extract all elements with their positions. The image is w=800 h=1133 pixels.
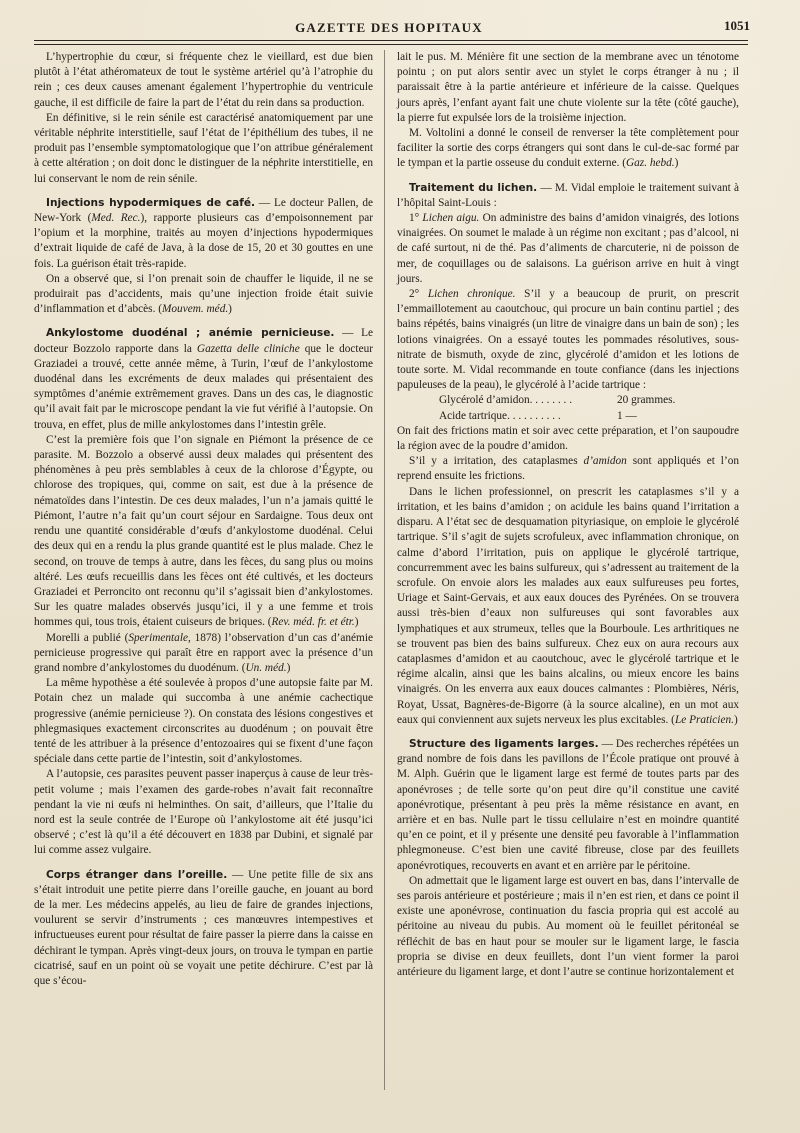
paragraph-text: sont appliqués et l’on reprend ensuite les frictions. [397, 455, 739, 483]
formula-row [439, 409, 739, 424]
paragraph-text: , 1878) l’observation d’un cas d’anémie pernicieuse progressive qui paraît être en rapport avec la présence d’un grand nombre d’ankylostomes du duodénum. ( [34, 631, 373, 674]
article-text: — M. Vidal emploie le traitement suivant à l’hôpital Saint-Louis : [397, 181, 739, 209]
left-column [34, 50, 373, 989]
emphasis: d’amidon [583, 455, 627, 468]
article-heading: Traitement du lichen. [409, 181, 538, 194]
source-citation: Rev. méd. fr. et étr. [271, 616, 355, 629]
article-text: ), rapporte plusieurs cas d’empoisonnement par l’opium et la morphine, traités au moyen d’injections hypodermiques d’extrait liquide de café de Java, à la dose de 15, 20 et 30 gouttes en une fois. La guérison était très-rapide. [34, 212, 374, 270]
paragraph-text: C’est la première fois que l’on signale en Piémont la présence de ce parasite. M. Bozzolo a observé aussi deux malades qui présentent des phénomènes à peu près semblables à ceux de la chlorose d’Égypte, ou chlorose des tropiques, qui, comme on sait, est due à la présence de nématoïdes dans l’intestin. De ces deux malades, l’un n’a jamais quitté le Piémont, l’autre n’a fait qu’un court séjour en Sardaigne. Tous deux ont rendu une quantité considérable d’œufs d’ankylostome duodénal. Celui des deux qui en a rendu la plus grande quantité est le plus malade. Chez le second, on trouve de temps à autre, dans les fèces, du sang plus ou moins altéré. Les œufs recueillis dans les fèces ont été cultivés, et les docteurs Graziadei et Perroncito ont reconnu qu’il s’agissait bien d’ankylostomes. Sur les quatre malades observés jusqu’ici, il y a une femme et trois hommes qui, tous trois, étaient cuiseurs de briques. ( [34, 433, 373, 629]
source-citation: Le Praticien. [674, 713, 734, 726]
header-rule [34, 40, 748, 41]
paragraph-text: On a observé que, si l’on prenait soin de chauffer le liquide, il ne se produirait pas d’accidents, mais qu’une injection froide était suivie d’inflammation et d’abcès. ( [34, 272, 373, 316]
paragraph: lait le pus. M. Ménière fit une section de la membrane avec un ténotome pointu ; on put alors sentir avec un stylet le corps étranger à nu ; il paraissait être à la partie antérieure et inférieure de la caisse. Quelques jours après, l’enfant ayant fait une chute violente sur la tête (côté gauche), la pierre fut expulsée lors de la troisième injection. [397, 51, 739, 124]
paragraph-text: ) [674, 157, 679, 170]
article-text: — Le docteur Pallen, de New-York ( [34, 196, 373, 225]
ingredient-name: Acide tartrique. . . . . . . . . . [439, 409, 561, 422]
source-citation: Gaz. hebd. [626, 157, 675, 170]
article-text: — Le docteur Bozzolo rapporte dans la [34, 327, 373, 355]
paragraph: On admettait que le ligament large est ouvert en bas, dans l’intervalle de ses parois antérieure et postérieure ; mais il n’en est rien, et dans ce point il existe une aponévrose, continuation du fascia propria qui est accolé au péritoine au niveau du pubis. Au moment où le feuillet péritonéal se réfléchit de bas en haut pour se mouler sur le ligament large, le fascia propria se divise en deux feuillets, dont l’un vient former la paroi antérieure du ligament large, et dont l’autre se continue horizontalement et [397, 874, 739, 978]
source-citation: Med. Rec. [91, 212, 141, 225]
article-broad-ligaments [397, 737, 739, 874]
paragraph [397, 126, 739, 172]
list-item [397, 211, 739, 287]
page-header [34, 10, 750, 44]
paragraph-text: Morelli a publié ( [46, 631, 129, 644]
list-number: 2° [409, 288, 428, 301]
prescription-formula [439, 393, 739, 423]
list-item-text: S’il y a beaucoup de prurit, on prescrit l’emmaillotement au caoutchouc, qui procure un bain continu partiel ; des bains répétés, bains vinaigrés (un litre de vinaigre dans un bain de son) ; les lotions vinaigrées. On a essayé toutes les pommades résolutives, sous-nitrate de bismuth, oxyde de zinc, glycérolé d’amidon et les lotions de toute sorte. M. Vidal recommande en toute confiance (dans les injections papuleuses de la peau), le glycérolé à l’acide tartrique : [397, 288, 739, 392]
paragraph-text: ) [286, 661, 291, 674]
article-text: que le docteur Graziadei a trouvé, cette année même, à Turin, l’œuf de l’ankylostome duodénal dans les excréments de deux malades qui présentaient des symptômes d’anémie extrêmement graves. Dans un des cas, le diagnostic qu’il avait fait par le microscope pendant la vie fut vérifié à l’autopsie. On trouva, en effet, plus de mille ankylostomes dans l’intestin grêle. [34, 342, 373, 431]
paragraph: La même hypothèse a été soulevée à propos d’une autopsie faite par M. Potain chez un malade qui succomba à une anémie cachectique progressive (anémie pernicieuse ?). On constata des lésions congestives et phlegmasiques exactement circonscrites au duodénum ; on pouvait être tenté de les attribuer à la présence d’entozoaires qui se fixent d’une façon spéciale dans cette partie de l’intestin, soit d’ankylostomes. [34, 677, 373, 766]
paragraph-text: ) [733, 713, 738, 726]
list-item-text: On administre des bains d’amidon vinaigrés, des lotions vinaigrées. On soumet le malade à un régime non excitant ; pas d’alcool, ni de café surtout, ni de thé. Pas d’aliments de charcuterie, ni de poisson de mer, de coquillages ou de salaisons. La guérison arrive en huit à vingt jours. [397, 212, 740, 285]
source-citation: Mouvem. méd. [161, 303, 229, 316]
header-rule-thin [34, 44, 748, 45]
paragraph [34, 272, 373, 318]
paragraph: A l’autopsie, ces parasites peuvent passer inaperçus à cause de leur très-petit volume ; mais l’examen des garde-robes n’avait fait reconnaître pendant la vie ni œufs ni helminthes. On sait, d’ailleurs, que l’Italie du nord est la seule contrée de l’Europe où l’ankylostome ait été jusqu’ici observé ; c’est là qu’il a été découvert en 1838 par Dubini, et signalé par lui comme assez vulgaire. [34, 768, 373, 857]
article-coffee-injections [34, 196, 373, 272]
ingredient-quantity: 20 grammes. [617, 394, 676, 407]
ingredient-name: Glycérolé d’amidon. . . . . . . . [439, 394, 573, 407]
paragraph [34, 433, 373, 631]
ingredient-quantity: 1 — [617, 409, 637, 422]
paragraph: On fait des frictions matin et soir avec cette préparation, et l’on saupoudre la région avec de la poudre d’amidon. [397, 424, 739, 453]
column-divider [384, 50, 385, 1090]
formula-row [439, 393, 739, 408]
article-heading: Injections hypodermiques de café. [46, 196, 256, 209]
paragraph-text: Dans le lichen professionnel, on prescrit les cataplasmes s’il y a irritation, et les bains d’amidon ; on acidule les bains quand l’irritation a disparu. A l’état sec de desquamation pityriasique, on emploie le glycérolé tartrique. S’il s’agit de sujets scrofuleux, avec inflammation chronique, on calme d’abord l’irritation, puis on applique le glycérolé tartrique, concurremment avec les bains sulfureux, qui s’adressent au traitement de la scrofule. On envoie alors les malades aux eaux sulfureuses peu fortes, Uriage et Saint-Gervais, et aux eaux douces des Pyrénées. On se trouvera aussi très-bien d’eaux non sulfureuses qui sont favorables aux lymphatiques et aux strumeux, telles que la Bourboule. Les arthritiques ne se trouvent pas bien des bains sulfureux. Chez eux on aura recours aux cataplasmes d’amidon et au caoutchouc, avec le glycérolé tartrique et le régime alcalin, ainsi que les bains alcalins, ou mieux encore les bains vinaigrés. On les enverra aux eaux douces calmantes : Plombières, Néris, Royat, Ussat, Bagnères-de-Bigorre (à la source alcaline), en un mot aux eaux qui conviennent aux sujets nerveux les plus excitables. ( [397, 485, 739, 726]
paragraph [397, 485, 739, 728]
right-column [397, 50, 739, 980]
paragraph [34, 631, 373, 677]
article-foreign-body-ear [34, 868, 373, 990]
paragraph-text: M. Voltolini a donné le conseil de renverser la tête complètement pour faciliter la sortie des corps étrangers qui sont dans le cul-de-sac formé par le tympan et la partie osseuse du conduit externe. ( [397, 127, 739, 170]
paragraph-text: ) [354, 616, 359, 629]
source-citation: Gazetta delle cliniche [196, 342, 300, 355]
list-item [397, 287, 739, 393]
source-citation: Un. méd. [245, 661, 287, 674]
article-text: — Des recherches répétées un grand nombre de fois dans les pavillons de l’École pratique ont prouvé à M. Alph. Guérin que le ligament large est fermé de toutes parts par des aponévroses ; de telle sorte qu’on peut dire qu’il constitue une cavité aponévrotique, présentant à peu près la même résistance en avant, en arrière et en bas. Nulle part le tissu cellulaire n’est en moindre quantité qu’en ce point, et il y présente une densité peu favorable à l’inflammation phlegmoneuse. C’est bien une cavité fibreuse, close par des feuillets aponévrotiques, recouverts en avant et en arrière par le péritoine. [397, 737, 739, 872]
paragraph-text: S’il y a irritation, des cataplasmes [409, 455, 584, 468]
article-ankylostome [34, 326, 373, 432]
source-citation: Sperimentale [128, 631, 188, 644]
article-heading: Ankylostome duodénal ; anémie pernicieuse. [46, 327, 335, 340]
article-heading: Corps étranger dans l’oreille. [46, 868, 228, 881]
list-item-title: Lichen chronique. [427, 288, 516, 301]
running-title: GAZETTE DES HOPITAUX [295, 20, 483, 35]
list-number: 1° [409, 212, 423, 225]
article-text: — Une petite fille de six ans s’était introduit une petite pierre dans l’oreille gauche, en jouant au bord de la mer. Les médecins appelés, au lieu de faire de grandes injections, voulurent se servir d’instruments ; ces manœuvres intempestives et infructueuses eurent pour résultat de faire passer la pierre dans la caisse en déchirant le tympan. Après vingt-deux jours, on trouva le tympan en partie cicatrisé, sauf en un point où se voyait une petite déchirure. C’est par là que s’écou- [34, 868, 373, 987]
paragraph: En définitive, si le rein sénile est caractérisé anatomiquement par une véritable néphrite interstitielle, sauf l’état de l’épithélium des tubes, il ne produit pas l’ensemble symptomatologique que l’on attribue généralement à cette altération ; on doit donc le distinguer de la néphrite interstitielle, en lui conservant le nom de rein sénile. [34, 111, 373, 185]
paragraph [397, 454, 739, 484]
article-heading: Structure des ligaments larges. [409, 737, 599, 750]
article-lichen-treatment [397, 181, 739, 211]
paragraph: L’hypertrophie du cœur, si fréquente chez le vieillard, est due bien plutôt à l’état athéromateux de tout le système artériel qu’à l’atrophie du rein ; ces deux causes amenant également l’hypertrophie du ventricule gauche, il est difficile de faire la part de l’état du rein dans sa production. [34, 51, 373, 109]
list-item-title: Lichen aigu. [422, 212, 480, 225]
paragraph-text: ) [228, 303, 232, 316]
page-number: 1051 [724, 18, 750, 33]
